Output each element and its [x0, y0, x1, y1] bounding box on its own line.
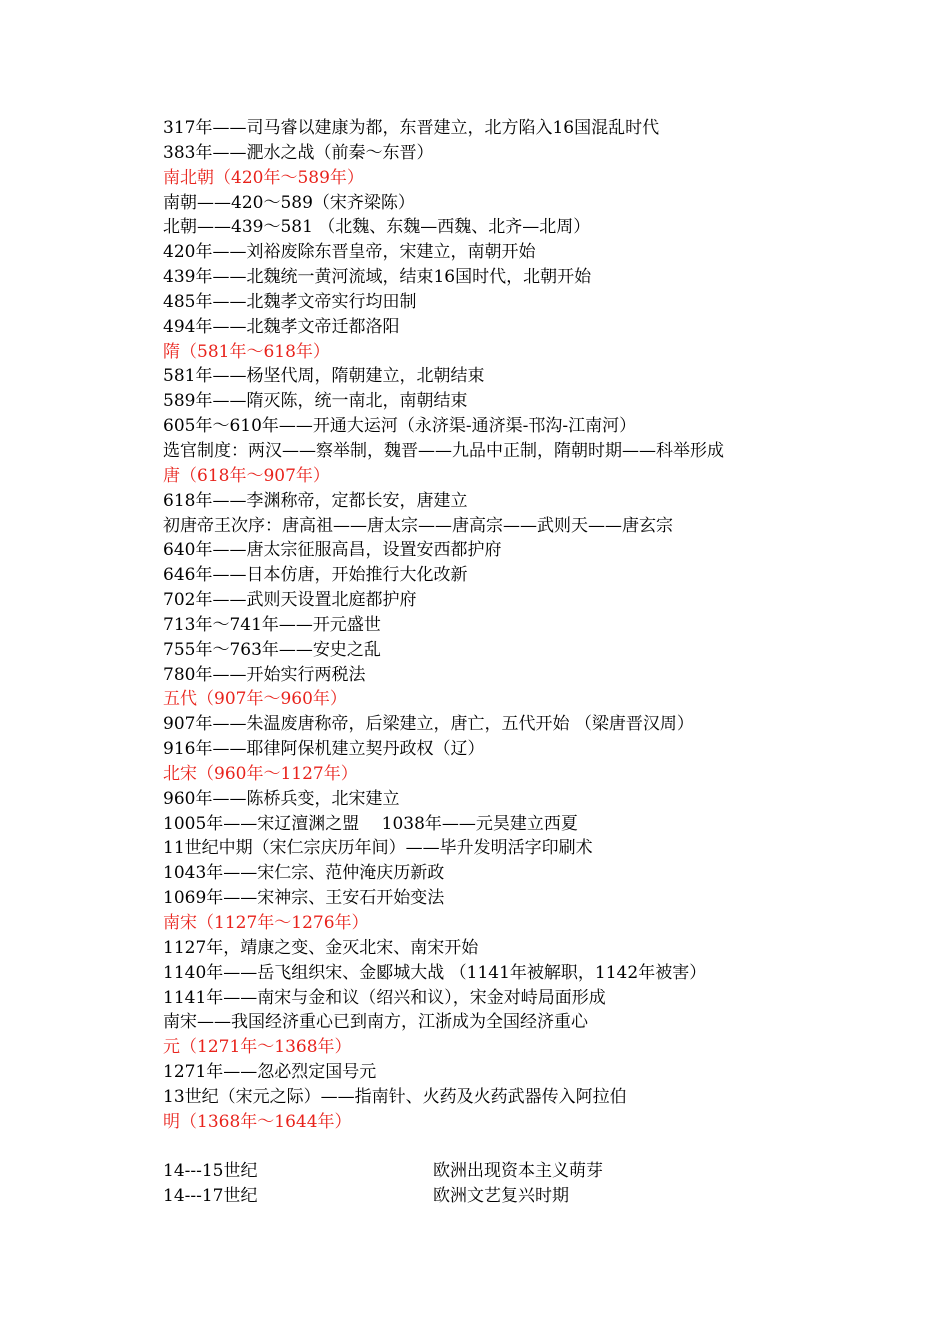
- period-heading: 唐（618年～907年）: [163, 465, 330, 486]
- century-table: [163, 1159, 923, 1209]
- timeline-entry: 581年——杨坚代周，隋朝建立，北朝结束: [163, 366, 485, 387]
- timeline-entry: 北朝——439～581 （北魏、东魏—西魏、北齐—北周）: [163, 217, 591, 238]
- timeline-entry: 13世纪（宋元之际）——指南针、火药及火药武器传入阿拉伯: [163, 1086, 627, 1107]
- century-event: 欧洲文艺复兴时期: [433, 1186, 569, 1207]
- timeline-entry: 702年——武则天设置北庭都护府: [163, 590, 417, 611]
- period-heading: 南北朝（420年～589年）: [163, 167, 364, 188]
- timeline-entry: 605年～610年——开通大运河（永济渠-通济渠-邗沟-江南河）: [163, 416, 637, 437]
- timeline-entry: 1069年——宋神宗、王安石开始变法: [163, 888, 445, 909]
- century-row: [163, 1184, 923, 1209]
- timeline-entry: 420年——刘裕废除东晋皇帝，宋建立，南朝开始: [163, 242, 536, 263]
- period-heading: 明（1368年～1644年）: [163, 1111, 352, 1132]
- timeline-entry: 南朝——420～589（宋齐梁陈）: [163, 192, 415, 213]
- timeline-entry: 1141年——南宋与金和议（绍兴和议），宋金对峙局面形成: [163, 987, 606, 1008]
- period-heading: 元（1271年～1368年）: [163, 1037, 352, 1058]
- timeline-entry: 11世纪中期（宋仁宗庆历年间）——毕升发明活字印刷术: [163, 838, 593, 859]
- timeline-entry: 439年——北魏统一黄河流域，结束16国时代，北朝开始: [163, 267, 592, 288]
- timeline-entry: 713年～741年——开元盛世: [163, 614, 381, 635]
- blank-line: [163, 1135, 923, 1160]
- timeline-entry: 618年——李渊称帝，定都长安，唐建立: [163, 490, 468, 511]
- timeline-entry: 960年——陈桥兵变，北宋建立: [163, 788, 400, 809]
- century-row: [163, 1159, 923, 1184]
- timeline-entry: 780年——开始实行两税法: [163, 664, 366, 685]
- timeline-entry: 755年～763年——安史之乱: [163, 639, 381, 660]
- timeline-entry: 选官制度：两汉——察举制，魏晋——九品中正制，隋朝时期——科举形成: [163, 440, 724, 461]
- period-heading: 南宋（1127年～1276年）: [163, 913, 369, 933]
- timeline-entry: 916年——耶律阿保机建立契丹政权（辽）: [163, 739, 485, 760]
- timeline-entry: 1043年——宋仁宗、范仲淹庆历新政: [163, 863, 445, 884]
- timeline-entry: 南宋——我国经济重心已到南方，江浙成为全国经济重心: [163, 1012, 588, 1033]
- period-heading: 隋（581年～618年）: [163, 341, 330, 362]
- document-page: [163, 116, 923, 1209]
- timeline-entry: 317年——司马睿以建康为都，东晋建立，北方陷入16国混乱时代: [163, 118, 660, 138]
- timeline-entry: 383年——淝水之战（前秦～东晋）: [163, 142, 434, 163]
- timeline-entry: 640年——唐太宗征服高昌，设置安西都护府: [163, 540, 502, 561]
- century-label: 14---15世纪: [163, 1161, 258, 1182]
- timeline-entry: 494年——北魏孝文帝迁都洛阳: [163, 316, 400, 337]
- timeline-entry: 1127年，靖康之变、金灭北宋、南宋开始: [163, 937, 479, 958]
- timeline-entry: 485年——北魏孝文帝实行均田制: [163, 291, 417, 312]
- timeline-entry: 907年——朱温废唐称帝，后梁建立，唐亡，五代开始 （梁唐晋汉周）: [163, 714, 694, 735]
- period-heading: 北宋（960年～1127年）: [163, 763, 358, 784]
- timeline-entry: 589年——隋灭陈，统一南北，南朝结束: [163, 391, 468, 412]
- timeline-entry: 646年——日本仿唐，开始推行大化改新: [163, 565, 468, 586]
- timeline-list: [163, 116, 923, 1135]
- timeline-entry: 1005年——宋辽澶渊之盟 1038年——元昊建立西夏: [163, 813, 578, 834]
- timeline-entry: 1140年——岳飞组织宋、金郾城大战 （1141年被解职，1142年被害）: [163, 962, 707, 983]
- century-label: 14---17世纪: [163, 1186, 258, 1207]
- timeline-entry: 初唐帝王次序：唐高祖——唐太宗——唐高宗——武则天——唐玄宗: [163, 515, 673, 536]
- period-heading: 五代（907年～960年）: [163, 689, 347, 710]
- century-event: 欧洲出现资本主义萌芽: [433, 1161, 603, 1182]
- timeline-entry: 1271年——忽必烈定国号元: [163, 1062, 377, 1083]
